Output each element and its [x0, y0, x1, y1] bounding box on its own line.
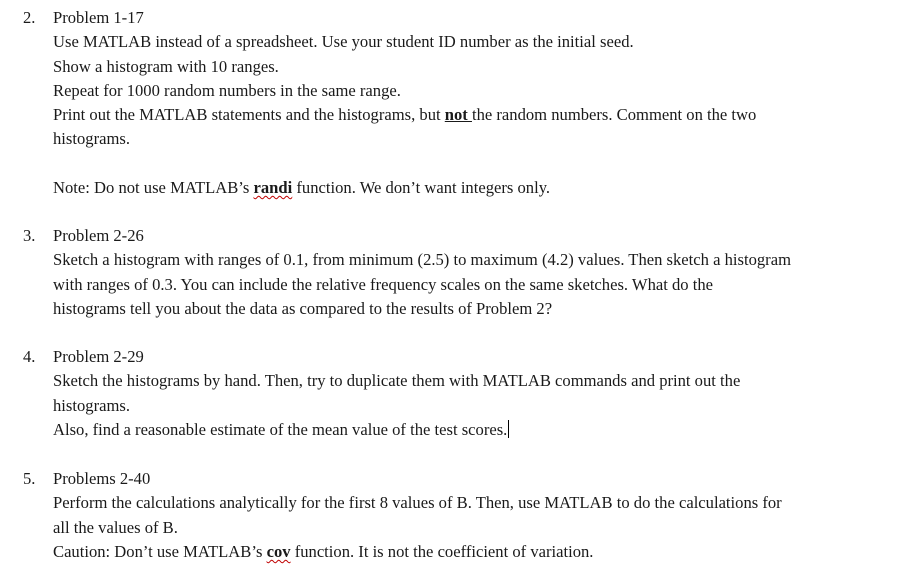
list-number: 3.: [23, 226, 36, 245]
text-line: with ranges of 0.3. You can include the relative frequency scales on the same sketches. What do the: [53, 274, 714, 294]
emphasis-not: not: [444, 105, 472, 125]
problem-body: [53, 345, 883, 442]
text-line: all the values of B.: [53, 517, 178, 537]
problem-title: Problem 1-17: [53, 8, 144, 27]
blank-line: [53, 152, 883, 176]
text-run: function. We don’t want integers only.: [292, 178, 551, 198]
text-line: [53, 540, 883, 564]
text-run: Also, find a reasonable estimate of the mean value of the test scores.: [53, 419, 508, 439]
text-line: [53, 418, 883, 442]
text-line: Sketch the histograms by hand. Then, try to duplicate them with MATLAB commands and print out the: [53, 371, 741, 391]
problem-body: [53, 6, 883, 200]
text-run: function. It is not the coefficient of variation.: [290, 541, 594, 561]
problem-title: Problem 2-29: [53, 347, 144, 366]
problem-title: Problem 2-26: [53, 226, 144, 245]
text-line: [53, 103, 883, 127]
text-run: the random numbers. Comment on the two: [471, 105, 757, 125]
list-number: 5.: [23, 469, 36, 488]
text-run: Caution: Don’t use MATLAB’s: [53, 541, 267, 561]
text-line: Use MATLAB instead of a spreadsheet. Use your student ID number as the initial seed.: [53, 32, 634, 52]
text-line: histograms tell you about the data as compared to the results of Problem 2?: [53, 298, 553, 318]
text-line: Sketch a histogram with ranges of 0.1, from minimum (2.5) to maximum (4.2) values. Then sketch a histogram: [53, 250, 791, 270]
text-run: Print out the MATLAB statements and the histograms, but: [53, 105, 445, 125]
text-line: Repeat for 1000 random numbers in the same range.: [53, 80, 401, 100]
note-line: [53, 176, 883, 200]
list-number: 4.: [23, 347, 36, 366]
problem-title: Problems 2-40: [53, 469, 151, 488]
spellcheck-word[interactable]: randi: [253, 178, 293, 198]
problem-body: [53, 224, 883, 321]
spellcheck-word[interactable]: cov: [266, 541, 291, 561]
text-line: histograms.: [53, 129, 130, 149]
text-line: Show a histogram with 10 ranges.: [53, 56, 279, 76]
problem-body: [53, 467, 883, 564]
list-number: 2.: [23, 8, 36, 27]
text-line: Perform the calculations analytically for the first 8 values of B. Then, use MATLAB to do the calculations for: [53, 493, 782, 513]
text-run: Note: Do not use MATLAB’s: [53, 178, 254, 198]
text-line: histograms.: [53, 395, 130, 415]
text-cursor: [508, 420, 509, 438]
